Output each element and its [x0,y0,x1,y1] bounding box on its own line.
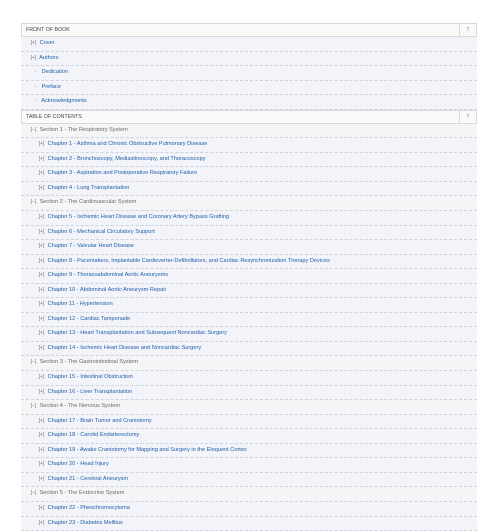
expand-toggle-icon[interactable]: [+] [37,211,46,225]
expand-toggle-icon[interactable]: - [31,66,40,80]
toc-chapter-label[interactable]: Chapter 10 - Abdominal Aortic Aneurysm Repair [48,287,167,293]
toc-chapter[interactable] [21,313,477,328]
expand-toggle-icon[interactable]: [+] [37,517,46,531]
toc-chapter-label[interactable]: Chapter 2 - Bronchoscopy, Mediastinoscopy, and Thoracoscopy [48,156,206,162]
expand-toggle-icon[interactable]: [+] [37,429,46,443]
toc-chapter[interactable] [21,182,477,197]
expand-toggle-icon[interactable]: [+] [37,386,46,400]
expand-toggle-icon[interactable]: [−] [29,400,38,414]
front-item-label[interactable]: Authors [39,55,58,61]
toc-section-label[interactable]: Section 2 - The Cardiovascular System [40,199,137,205]
toc-chapter[interactable] [21,138,477,153]
up-arrow-icon[interactable]: ↑ [459,111,476,123]
toc-section-label[interactable]: Section 3 - The Gastrointestinal System [40,359,138,365]
toc-chapter[interactable] [21,255,477,270]
expand-toggle-icon[interactable]: [+] [37,269,46,283]
toc-chapter-label[interactable]: Chapter 16 - Liver Transplantation [48,389,133,395]
front-item[interactable] [21,81,477,96]
toc-chapter-label[interactable]: Chapter 4 - Lung Transplantation [48,185,130,191]
toc-chapter-label[interactable]: Chapter 12 - Cardiac Tamponade [48,316,131,322]
toc-chapter[interactable] [21,342,477,357]
expand-toggle-icon[interactable]: [−] [29,124,38,138]
front-item[interactable] [21,37,477,52]
toc-chapter[interactable] [21,386,477,401]
expand-toggle-icon[interactable]: [+] [37,182,46,196]
toc-chapter[interactable] [21,226,477,241]
front-item[interactable] [21,66,477,81]
toc-chapter[interactable] [21,371,477,386]
toc-chapter-label[interactable]: Chapter 15 - Intestinal Obstruction [48,374,133,380]
expand-toggle-icon[interactable]: - [31,81,40,95]
expand-toggle-icon[interactable]: [+] [37,444,46,458]
toc-chapter-label[interactable]: Chapter 23 - Diabetes Mellitus [48,520,123,526]
toc-chapter[interactable] [21,415,477,430]
book-navigation [21,23,477,531]
toc-chapter[interactable] [21,298,477,313]
toc-section-label[interactable]: Section 1 - The Respiratory System [40,127,128,133]
expand-toggle-icon[interactable]: [+] [37,313,46,327]
toc-chapter[interactable] [21,167,477,182]
expand-toggle-icon[interactable]: [+] [37,153,46,167]
front-item-label[interactable]: Cover [40,40,55,46]
front-of-book-title: FRONT OF BOOK [26,27,70,33]
table-of-contents-title: TABLE OF CONTENTS [26,114,82,120]
toc-chapter-label[interactable]: Chapter 1 - Asthma and Chronic Obstructive Pulmonary Disease [48,141,208,147]
expand-toggle-icon[interactable]: [+] [37,240,46,254]
expand-toggle-icon[interactable]: [+] [37,138,46,152]
toc-chapter[interactable] [21,153,477,168]
up-arrow-icon[interactable]: ↑ [459,24,476,36]
front-of-book-list [21,37,477,110]
toc-section-label[interactable]: Section 5 - The Endocrine System [40,490,125,496]
expand-toggle-icon[interactable]: - [31,95,40,109]
front-item-label[interactable]: Dedication [42,69,68,75]
toc-chapter[interactable] [21,284,477,299]
toc-chapter-label[interactable]: Chapter 11 - Hypertension [48,301,113,307]
expand-toggle-icon[interactable]: [+] [37,473,46,487]
toc-chapter-label[interactable]: Chapter 13 - Heart Transplantation and Subsequent Noncardiac Surgery [48,330,227,336]
toc-section-label[interactable]: Section 4 - The Nervous System [40,403,120,409]
expand-toggle-icon[interactable]: [+] [29,37,38,51]
expand-toggle-icon[interactable]: [−] [29,356,38,370]
toc-chapter[interactable] [21,429,477,444]
toc-chapter-label[interactable]: Chapter 6 - Mechanical Circulatory Support [48,229,155,235]
toc-chapter[interactable] [21,240,477,255]
table-of-contents-header [21,110,477,124]
toc-chapter-label[interactable]: Chapter 20 - Head Injury [48,461,109,467]
toc-chapter-label[interactable]: Chapter 7 - Valvular Heart Disease [48,243,134,249]
toc-chapter-label[interactable]: Chapter 8 - Pacemakers, Implantable Cardioverter-Defibrillators, and Cardiac Resynchronization Therapy Devices [48,258,330,264]
toc-chapter-label[interactable]: Chapter 9 - Thoracoabdominal Aortic Aneurysms [48,272,169,278]
front-item[interactable] [21,95,477,110]
expand-toggle-icon[interactable]: [−] [29,487,38,501]
toc-chapter[interactable] [21,473,477,488]
expand-toggle-icon[interactable]: [+] [37,255,46,269]
toc-chapter-label[interactable]: Chapter 19 - Awake Craniotomy for Mapping and Surgery in the Eloquent Cortex [48,447,247,453]
toc-section[interactable] [21,124,477,139]
front-item-label[interactable]: Preface [42,84,61,90]
toc-chapter-label[interactable]: Chapter 17 - Brain Tumor and Craniotomy [48,418,152,424]
table-of-contents-list [21,124,477,531]
toc-section[interactable] [21,356,477,371]
expand-toggle-icon[interactable]: [+] [37,284,46,298]
toc-chapter-label[interactable]: Chapter 5 - Ischemic Heart Disease and Coronary Artery Bypass Grafting [48,214,230,220]
toc-chapter[interactable] [21,458,477,473]
expand-toggle-icon[interactable]: [+] [37,502,46,516]
toc-chapter-label[interactable]: Chapter 18 - Carotid Endarterectomy [48,432,140,438]
toc-section[interactable] [21,400,477,415]
toc-chapter-label[interactable]: Chapter 21 - Cerebral Aneurysm [48,476,129,482]
expand-toggle-icon[interactable]: [+] [37,298,46,312]
toc-chapter[interactable] [21,327,477,342]
expand-toggle-icon[interactable]: [+] [37,167,46,181]
front-of-book-header [21,23,477,37]
toc-chapter-label[interactable]: Chapter 22 - Pheochromocytoma [48,505,130,511]
toc-chapter[interactable] [21,269,477,284]
toc-chapter-label[interactable]: Chapter 14 - Ischemic Heart Disease and Noncardiac Surgery [48,345,202,351]
expand-toggle-icon[interactable]: [+] [37,342,46,356]
expand-toggle-icon[interactable]: [+] [37,327,46,341]
toc-section[interactable] [21,196,477,211]
expand-toggle-icon[interactable]: [+] [37,226,46,240]
toc-chapter-label[interactable]: Chapter 3 - Aspiration and Postoperative Respiratory Failure [48,170,198,176]
front-item[interactable] [21,52,477,67]
expand-toggle-icon[interactable]: [+] [37,371,46,385]
expand-toggle-icon[interactable]: [+] [37,458,46,472]
toc-chapter[interactable] [21,444,477,459]
toc-chapter[interactable] [21,211,477,226]
front-item-label[interactable]: Acknowledgments [41,98,86,104]
expand-toggle-icon[interactable]: [+] [29,52,38,66]
toc-chapter[interactable] [21,502,477,517]
expand-toggle-icon[interactable]: [+] [37,415,46,429]
toc-chapter[interactable] [21,517,477,531]
expand-toggle-icon[interactable]: [−] [29,196,38,210]
